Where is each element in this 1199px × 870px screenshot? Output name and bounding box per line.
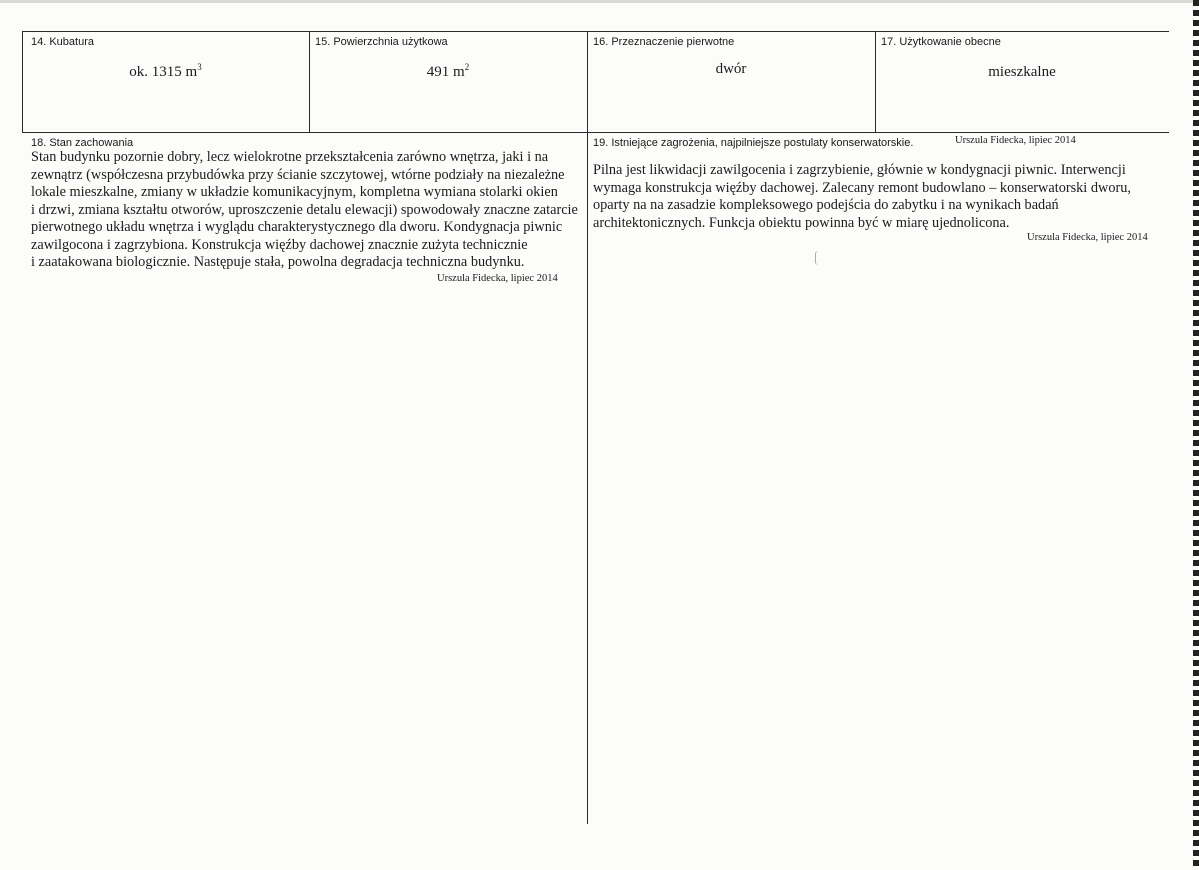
text-line: i drzwi, zmiana kształtu otworów, uproszczenie detalu elewacji) spowodowały znaczne zatarcie: [31, 201, 578, 218]
stan-description: [31, 149, 583, 272]
scan-top-edge: [0, 0, 1199, 3]
field-label-uzytkowanie: 17. Użytkowanie obecne: [881, 36, 1001, 48]
stan-signature: Urszula Fidecka, lipiec 2014: [437, 273, 558, 284]
zagrozenia-header-signature: Urszula Fidecka, lipiec 2014: [955, 135, 1076, 146]
table-top-border: [22, 31, 1169, 32]
field-value-uzytkowanie: mieszkalne: [988, 64, 1056, 80]
text-line: zawilgocona i zagrzybiona. Konstrukcja więźby dachowej znacznie zużyta technicznie: [31, 236, 528, 253]
text-line: Pilna jest likwidacji zawilgocenia i zagrzybienie, głównie w kondygnacji piwnic. Interwencji: [593, 162, 1126, 178]
table-left-border: [22, 31, 23, 133]
column-divider-3: [875, 31, 876, 133]
field-value-przeznaczenie: dwór: [715, 61, 747, 77]
table-row-divider: [22, 132, 1169, 133]
scan-right-edge: [1193, 0, 1199, 870]
text-line: zewnątrz (współczesna przybudówka przy ścianie szczytowej, wtórne podziały na niezależne: [31, 166, 565, 183]
field-value-powierzchnia: 491 $m^2$: [426, 62, 470, 80]
field-label-powierzchnia: 15. Powierzchnia użytkowa: [315, 36, 448, 48]
scan-speck: [815, 251, 819, 265]
text-line: i zaatakowana biologicznie. Następuje stała, powolna degradacja techniczna budynku.: [31, 254, 525, 270]
column-divider-main: [587, 31, 588, 824]
field-label-stan: 18. Stan zachowania: [31, 137, 134, 149]
field-label-przeznaczenie: 16. Przeznaczenie pierwotne: [593, 36, 735, 48]
text-line: wymaga konstrukcja więźby dachowej. Zalecany remont budowlano – konserwatorski dworu,: [593, 179, 1131, 196]
zagrozenia-signature: Urszula Fidecka, lipiec 2014: [1027, 232, 1148, 243]
column-divider-1: [309, 31, 310, 133]
text-line: Stan budynku pozornie dobry, lecz wielokrotne przekształcenia zarówno wnętrza, jaki i na: [31, 149, 549, 165]
text-line: lokale mieszkalne, zmiany w układzie komunikacyjnym, kompletna wymiana stolarki okien: [31, 184, 558, 200]
field-label-kubatura: 14. Kubatura: [31, 36, 94, 48]
zagrozenia-description: [593, 162, 1165, 232]
field-value-kubatura: ok. 1315 $m^3$: [129, 62, 202, 80]
text-line: pierwotnego układu wnętrza i wyglądu charakterystycznego dla dworu. Kondygnacja piwnic: [31, 219, 563, 235]
field-label-zagrozenia: 19. Istniejące zagrożenia, najpilniejsze postulaty konserwatorskie.: [593, 137, 914, 149]
text-line: oparty na na zasadzie kompleksowego podejścia do zabytku i na wynikach badań: [593, 197, 1059, 213]
text-line: architektonicznych. Funkcja obiektu powinna być w miarę ujednolicona.: [593, 214, 1010, 231]
